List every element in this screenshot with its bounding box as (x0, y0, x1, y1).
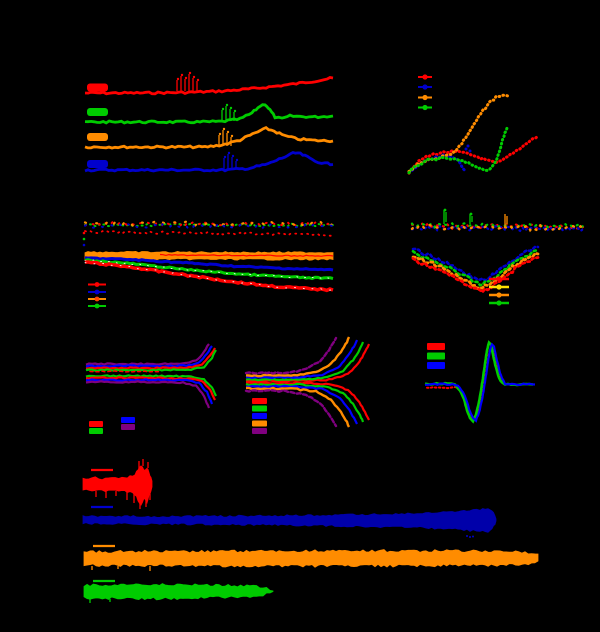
panel-wavelet (425, 343, 535, 422)
panel-rise-curves (409, 74, 538, 173)
panel-residual-scatter (412, 209, 583, 306)
panel-flat-convergence (83, 221, 333, 308)
panel-waveforms (83, 459, 538, 603)
panel-divergence-left (86, 344, 216, 434)
panel-frequency-traces (85, 72, 333, 171)
panel-divergence-mid (246, 337, 369, 434)
